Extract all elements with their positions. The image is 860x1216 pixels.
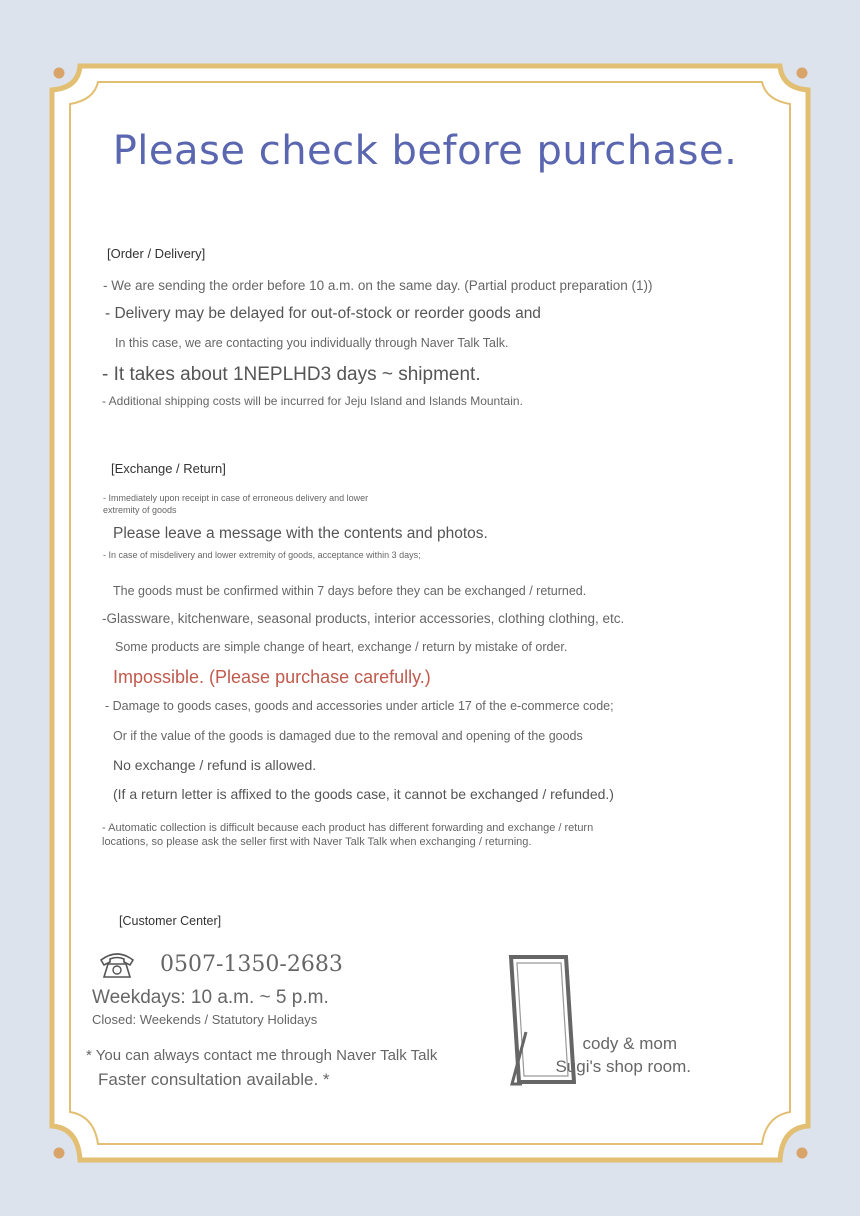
shop-name-line-1: cody & mom — [582, 1034, 677, 1053]
order-line-5: - Additional shipping costs will be incurred for Jeju Island and Islands Mountain. — [102, 394, 523, 408]
corner-dot-bottom-left — [54, 1148, 65, 1159]
exchange-line-5: -Glassware, kitchenware, seasonal products, interior accessories, clothing clothing, etc. — [102, 611, 625, 626]
exchange-line-12: - Automatic collection is difficult because each product has different forwarding and exchange / return locations, so please ask the seller first with Naver Talk Talk when exchanging / returning. — [102, 822, 594, 848]
talk-talk-note-1: * You can always contact me through Naver Talk Talk — [86, 1047, 438, 1064]
closed-days: Closed: Weekends / Statutory Holidays — [92, 1012, 318, 1027]
exchange-line-11: (If a return letter is affixed to the goods case, it cannot be exchanged / refunded.) — [113, 786, 614, 802]
corner-dot-top-left — [54, 68, 65, 79]
talk-talk-note-2: Faster consultation available. * — [98, 1070, 330, 1089]
exchange-line-3: - In case of misdelivery and lower extremity of goods, acceptance within 3 days; — [103, 550, 421, 560]
corner-dot-bottom-right — [797, 1148, 808, 1159]
exchange-line-4: The goods must be confirmed within 7 days before they can be exchanged / returned. — [113, 584, 587, 598]
exchange-line-8: - Damage to goods cases, goods and accessories under article 17 of the e-commerce code; — [105, 699, 614, 713]
business-hours: Weekdays: 10 a.m. ~ 5 p.m. — [92, 987, 329, 1008]
exchange-return-heading: [Exchange / Return] — [111, 461, 226, 476]
shop-name-line-2: Sugi's shop room. — [555, 1057, 691, 1076]
exchange-line-10: No exchange / refund is allowed. — [113, 757, 317, 773]
exchange-line-6: Some products are simple change of heart, exchange / return by mistake of order. — [115, 640, 568, 654]
order-line-3: In this case, we are contacting you individually through Naver Talk Talk. — [115, 336, 509, 350]
order-delivery-heading: [Order / Delivery] — [107, 246, 206, 261]
impossible-warning: Impossible. (Please purchase carefully.) — [113, 667, 431, 687]
telephone-icon — [97, 950, 137, 985]
customer-center-heading: [Customer Center] — [119, 914, 222, 928]
phone-number: 0507-1350-2683 — [160, 952, 343, 977]
order-line-4: - It takes about 1NEPLHD3 days ~ shipment. — [102, 364, 481, 385]
order-line-1: - We are sending the order before 10 a.m. on the same day. (Partial product preparation (1)) — [103, 278, 653, 293]
exchange-line-2: Please leave a message with the contents and photos. — [113, 525, 488, 542]
exchange-line-9: Or if the value of the goods is damaged due to the removal and opening of the goods — [113, 729, 583, 743]
order-line-2: - Delivery may be delayed for out-of-stock or reorder goods and — [105, 305, 541, 322]
corner-dot-top-right — [797, 68, 808, 79]
exchange-line-1: - Immediately upon receipt in case of erroneous delivery and lower extremity of goods — [103, 493, 369, 515]
page-title: Please check before purchase. — [112, 128, 738, 174]
